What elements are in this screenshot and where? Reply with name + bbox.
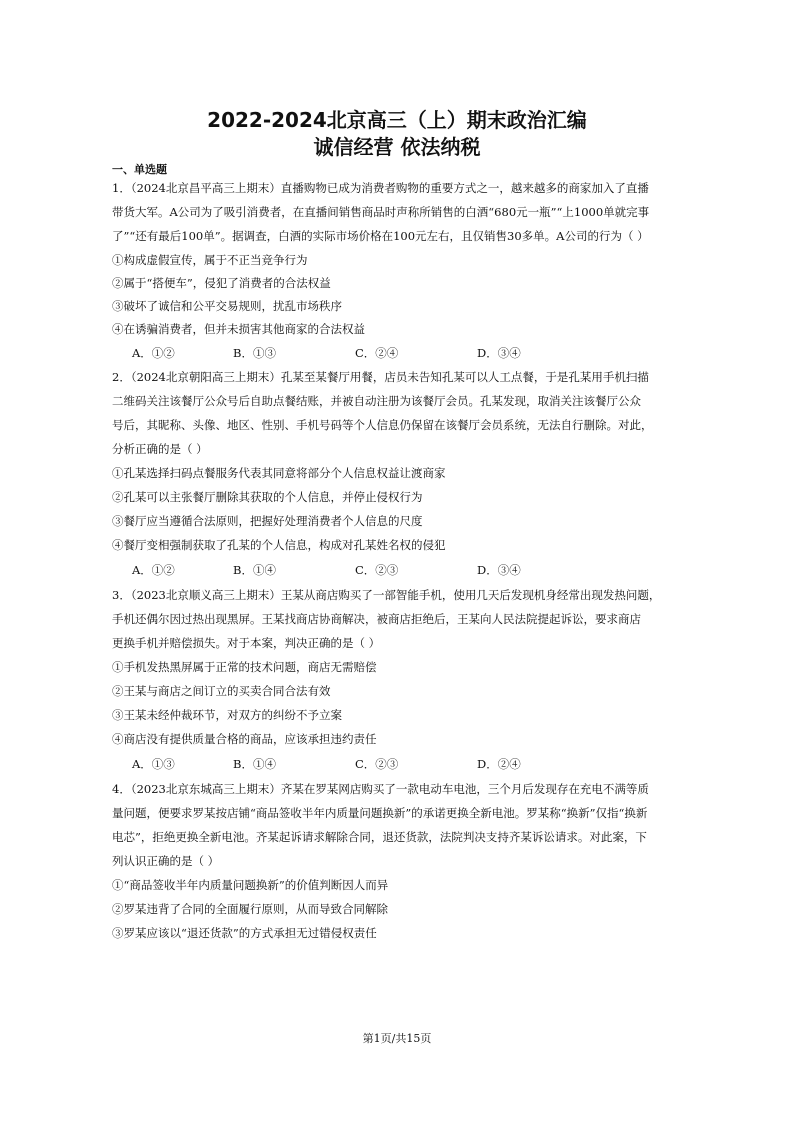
statement-2: ②属于“搭便车”，侵犯了消费者的合法权益 — [112, 276, 331, 290]
option-c: C．②④ — [355, 346, 399, 360]
statement-3: ③餐厅应当遵循合法原则，把握好处理消费者个人信息的尺度 — [112, 514, 423, 528]
statement-1: ①构成虚假宣传，属于不正当竞争行为 — [112, 253, 308, 267]
question-line: 了”“还有最后100单”。据调查，白酒的实际市场价格在100元左右，且仅销售30多单。A公司的行为（ ） — [112, 229, 649, 243]
statement-4: ④餐厅变相强制获取了孔某的个人信息，构成对孔某姓名权的侵犯 — [112, 538, 446, 552]
statement-3: ③王某未经仲裁环节，对双方的纠纷不予立案 — [112, 708, 342, 722]
document-title: 2022-2024北京高三（上）期末政治汇编 — [207, 108, 587, 132]
statement-3: ③破坏了诚信和公平交易规则，扰乱市场秩序 — [112, 299, 342, 313]
question-line: 更换手机并赔偿损失。对于本案，判决正确的是（ ） — [112, 636, 381, 650]
question-line: 3．（2023北京顺义高三上期末）王某从商店购买了一部智能手机，使用几天后发现机身经常出现发热问题， — [112, 588, 661, 602]
option-a: A．①③ — [132, 757, 175, 771]
question-line: 2．（2024北京朝阳高三上期末）孔某至某餐厅用餐，店员未告知孔某可以人工点餐，于是孔某用手机扫描 — [112, 370, 649, 384]
question-line: 分析正确的是（ ） — [112, 442, 208, 456]
question-line: 号后，其昵称、头像、地区、性别、手机号码等个人信息仍保留在该餐厅会员系统，无法自行删除。对此， — [112, 418, 653, 432]
option-d: D．③④ — [477, 563, 521, 577]
question-line: 电芯”，拒绝更换全新电池。齐某起诉请求解除合同，退还货款，法院判决支持齐某诉讼请求。对此案，下 — [112, 830, 647, 844]
statement-2: ②王某与商店之间订立的买卖合同合法有效 — [112, 684, 331, 698]
question-line: 手机还偶尔因过热出现黑屏。王某找商店协商解决，被商店拒绝后，王某向人民法院提起诉讼，要求商店 — [112, 612, 641, 626]
statement-1: ①“商品签收半年内质量问题换新”的价值判断因人而异 — [112, 878, 389, 892]
option-a: A．①② — [132, 563, 175, 577]
option-a: A．①② — [132, 346, 175, 360]
question-line: 二维码关注该餐厅公众号后自助点餐结账，并被自动注册为该餐厅会员。孔某发现，取消关注该餐厅公众 — [112, 394, 641, 408]
statement-3: ③罗某应该以“退还货款”的方式承担无过错侵权责任 — [112, 926, 377, 940]
option-d: D．③④ — [477, 346, 521, 360]
option-c: C．②③ — [355, 563, 399, 577]
statement-2: ②罗某违背了合同的全面履行原则，从而导致合同解除 — [112, 902, 388, 916]
question-line: 带货大军。A公司为了吸引消费者，在直播间销售商品时声称所销售的白酒“680元一瓶”“上1000单就完事 — [112, 205, 650, 219]
statement-1: ①孔某选择扫码点餐服务代表其同意将部分个人信息权益让渡商家 — [112, 466, 446, 480]
question-line: 4．（2023北京东城高三上期末）齐某在罗某网店购买了一款电动车电池，三个月后发现存在充电不满等质 — [112, 782, 649, 796]
question-line: 量问题，便要求罗某按店铺“商品签收半年内质量问题换新”的承诺更换全新电池。罗某称“换新”仅指“换新 — [112, 806, 648, 820]
question-line: 列认识正确的是（ ） — [112, 854, 220, 868]
option-b: B．①④ — [233, 757, 276, 771]
statement-4: ④商店没有提供质量合格的商品，应该承担违约责任 — [112, 732, 377, 746]
section-heading: 一、单选题 — [112, 163, 167, 176]
option-d: D．②④ — [477, 757, 521, 771]
document-subtitle: 诚信经营 依法纳税 — [313, 135, 481, 159]
statement-4: ④在诱骗消费者，但并未损害其他商家的合法权益 — [112, 322, 365, 336]
page-footer: 第1页/共15页 — [362, 1032, 432, 1045]
statement-2: ②孔某可以主张餐厅删除其获取的个人信息，并停止侵权行为 — [112, 490, 423, 504]
statement-1: ①手机发热黑屏属于正常的技术问题，商店无需赔偿 — [112, 660, 377, 674]
question-line: 1．（2024北京昌平高三上期末）直播购物已成为消费者购物的重要方式之一，越来越多的商家加入了直播 — [112, 181, 649, 195]
option-c: C．②③ — [355, 757, 399, 771]
option-b: B．①④ — [233, 563, 276, 577]
option-b: B．①③ — [233, 346, 276, 360]
